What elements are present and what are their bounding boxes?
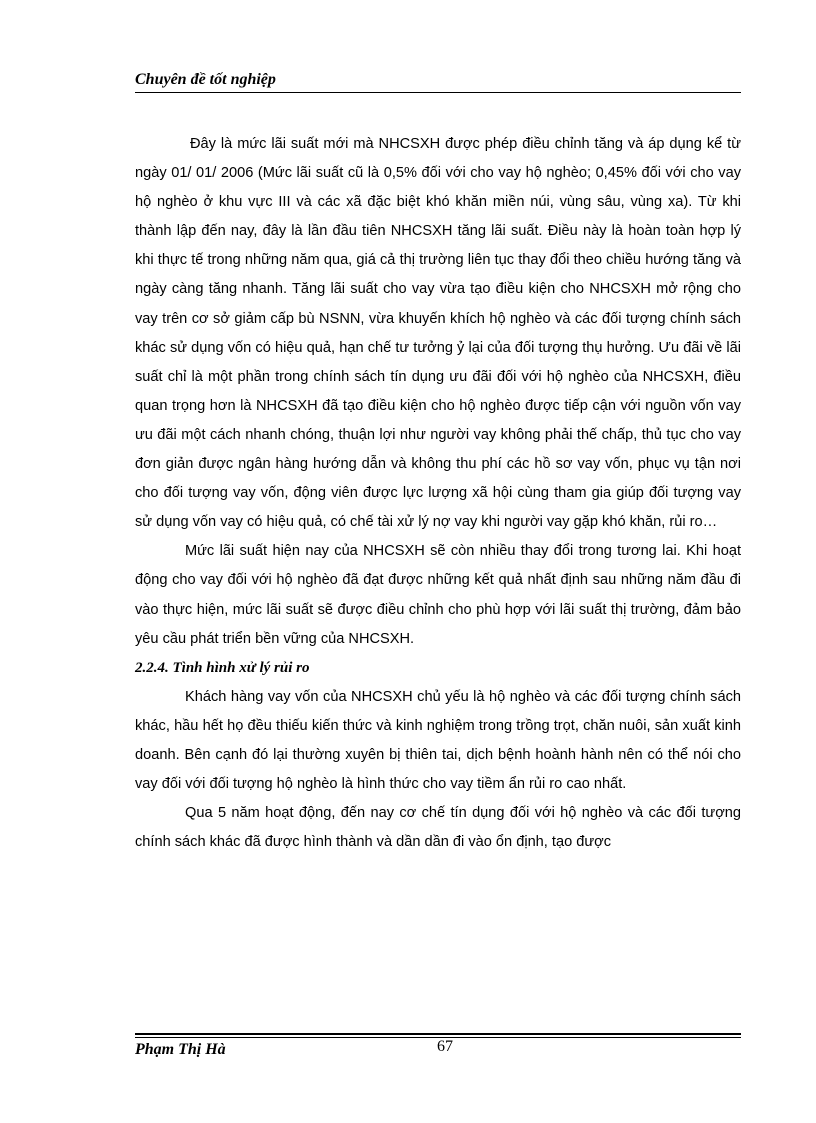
footer-rule-thick <box>135 1033 741 1035</box>
page-number: 67 <box>437 1038 453 1055</box>
paragraph-risk-customers: Khách hàng vay vốn của NHCSXH chủ yếu là hộ nghèo và các đối tượng chính sách khác, hầu hết họ đều thiếu kiến thức và kinh nghiệm trong trồng trọt, chăn nuôi, sản xuất kinh doanh. Bên cạnh đó lại thường xuyên bị thiên tai, dịch bệnh hoành hành nên có thể nói cho vay đối với đối tượng hộ nghèo là hình thức cho vay tiềm ẩn rủi ro cao nhất. <box>135 688 741 793</box>
document-body <box>135 130 741 857</box>
paragraph-interest-rate: Đây là mức lãi suất mới mà NHCSXH được phép điều chỉnh tăng và áp dụng kể từ ngày 01/ 01/ 2006 (Mức lãi suất cũ là 0,5% đối với cho vay hộ nghèo; 0,45% đối với cho vay hộ nghèo ở khu vực III và các xã đặc biệt khó khăn miền núi, vùng sâu, vùng xa). Từ khi thành lập đến nay, đây là lần đầu tiên NHCSXH tăng lãi suất. Điều này là hoàn toàn hợp lý khi thực tế trong những năm qua, giá cả thị trường liên tục thay đổi theo chiều hướng tăng và ngày càng tăng nhanh. Tăng lãi suất cho vay vừa tạo điều kiện cho NHCSXH mở rộng cho vay trên cơ sở giảm cấp bù NSNN, vừa khuyến khích hộ nghèo và các đối tượng chính sách khác sử dụng vốn có hiệu quả, hạn chế tư tưởng ỷ lại của đối tượng thụ hưởng. Ưu đãi về lãi suất chỉ là một phần trong chính sách tín dụng ưu đãi đối với hộ nghèo của NHCSXH, điều quan trọng hơn là NHCSXH đã tạo điều kiện cho hộ nghèo được tiếp cận với nguồn vốn vay ưu đãi một cách nhanh chóng, thuận lợi như người vay không phải thế chấp, thủ tục cho vay đơn giản được ngân hàng hướng dẫn và không thu phí các hồ sơ vay vốn, phục vụ tận nơi cho đối tượng vay vốn, động viên được lực lượng xã hội cùng tham gia giúp đối tượng vay sử dụng vốn vay có hiệu quả, có chế tài xử lý nợ vay khi người vay gặp khó khăn, rủi ro… <box>135 136 741 531</box>
page-header-title: Chuyên đề tốt nghiệp <box>135 71 276 88</box>
paragraph-future-rate: Mức lãi suất hiện nay của NHCSXH sẽ còn nhiều thay đổi trong tương lai. Khi hoạt động cho vay đối với hộ nghèo đã đạt được những kết quả nhất định sau những năm đầu đi vào thực hiện, mức lãi suất sẽ được điều chỉnh cho phù hợp với lãi suất thị trường, đảm bảo yêu cầu phát triển bền vững của NHCSXH. <box>135 543 741 647</box>
header-rule <box>135 92 741 93</box>
footer-author: Phạm Thị Hà <box>135 1041 226 1058</box>
paragraph-five-years: Qua 5 năm hoạt động, đến nay cơ chế tín dụng đối với hộ nghèo và các đối tượng chính sách khác đã được hình thành và dần dần đi vào ổn định, tạo được <box>135 805 741 851</box>
section-heading: 2.2.4. Tình hình xử lý rủi ro <box>135 659 310 676</box>
